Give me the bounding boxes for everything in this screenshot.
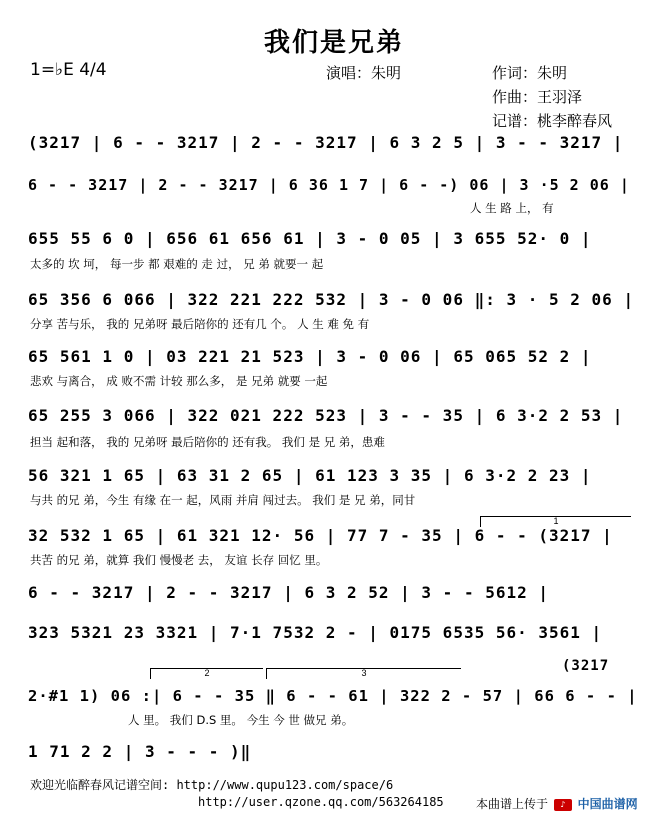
footer-url-line: http://user.qzone.qq.com/563264185 [198,795,444,809]
music-line-12: 1 71 2 2 | 3 - - - )‖ [28,742,252,761]
music-line-11: 2·#1 1) 06 :| 6 - - 35 ‖ 6 - - 61 | 322 2 - 57 | 66 6 - - | [28,687,638,705]
footer-visit-line: 欢迎光临醉春风记谱空间: http://www.qupu123.com/space/6 [30,778,394,792]
music-line-1: (3217 | 6 - - 3217 | 2 - - 3217 | 6 3 2 5 | 3 - - 3217 | [28,133,624,152]
music-line-9: 6 - - 3217 | 2 - - 3217 | 6 3 2 52 | 3 - - 5612 | [28,583,550,602]
music-line-4: 65 356 6 066 | 322 221 222 532 | 3 - 0 06 ‖: 3 · 5 2 06 | [28,290,635,309]
upper-voice-label: (3217 [562,658,610,674]
volta-1-bracket: 1 [480,516,631,527]
music-line-7: 56 321 1 65 | 63 31 2 65 | 61 123 3 35 | 6 3·2 2 23 | [28,466,592,485]
lyric-line-6: 担当 起和落， 我的 兄弟呀 最后陪你的 还有我。 我们 是 兄 弟，患难 [30,435,385,449]
composer-credit: 作曲：王羽泽 [492,88,583,106]
lyric-line-8: 共苦 的兄 弟，就算 我们 慢慢老 去， 友谊 长存 回忆 里。 [30,553,328,567]
song-title: 我们是兄弟 [263,28,404,58]
lyric-line-11: 人 里。 我们 D.S 里。 今生 今 世 做兄 弟。 [128,713,354,727]
volta-2-bracket: 2 [150,668,263,679]
key-signature: 1=♭E 4/4 [30,60,107,80]
lyric-line-4: 分享 苦与乐， 我的 兄弟呀 最后陪你的 还有几 个。 人 生 难 免 有 [30,317,370,331]
lyricist-credit: 作词：朱明 [492,64,568,82]
lyric-line-7: 与共 的兄 弟，今生 有缘 在一 起，风雨 并肩 闯过去。 我们 是 兄 弟，同甘 [30,493,416,507]
logo-mark-icon: ♪ [554,799,572,811]
music-line-8: 32 532 1 65 | 61 321 12· 56 | 77 7 - 35 | 6 - - (3217 | [28,526,613,545]
volta-3-bracket: 3 [266,668,461,679]
site-logo [476,795,638,812]
transcriber-credit: 记谱：桃李醉春风 [492,112,613,130]
lyric-line-3: 太多的 坎 坷， 每一步 都 艰难的 走 过， 兄 弟 就要一 起 [30,257,324,271]
lyric-line-5: 悲欢 与离合， 成 败不需 计较 那么多， 是 兄弟 就要 一起 [30,374,328,388]
music-line-6: 65 255 3 066 | 322 021 222 523 | 3 - - 35 | 6 3·2 2 53 | [28,406,624,425]
music-line-3: 655 55 6 0 | 656 61 656 61 | 3 - 0 05 | 3 655 52· 0 | [28,229,592,248]
music-line-5: 65 561 1 0 | 03 221 21 523 | 3 - 0 06 | 65 065 52 2 | [28,347,592,366]
music-line-2: 6 - - 3217 | 2 - - 3217 | 6 36 1 7 | 6 - -) 06 | 3 ·5 2 06 | [28,176,630,194]
singer-credit: 演唱：朱明 [326,64,402,82]
upload-text: 本曲谱上传于 [476,797,549,811]
lyric-line-2: 人 生 路 上， 有 [470,201,554,215]
site-name: 中国曲谱网 [577,797,638,811]
music-line-10: 323 5321 23 3321 | 7·1 7532 2 - | 0175 6535 56· 3561 | [28,623,603,642]
